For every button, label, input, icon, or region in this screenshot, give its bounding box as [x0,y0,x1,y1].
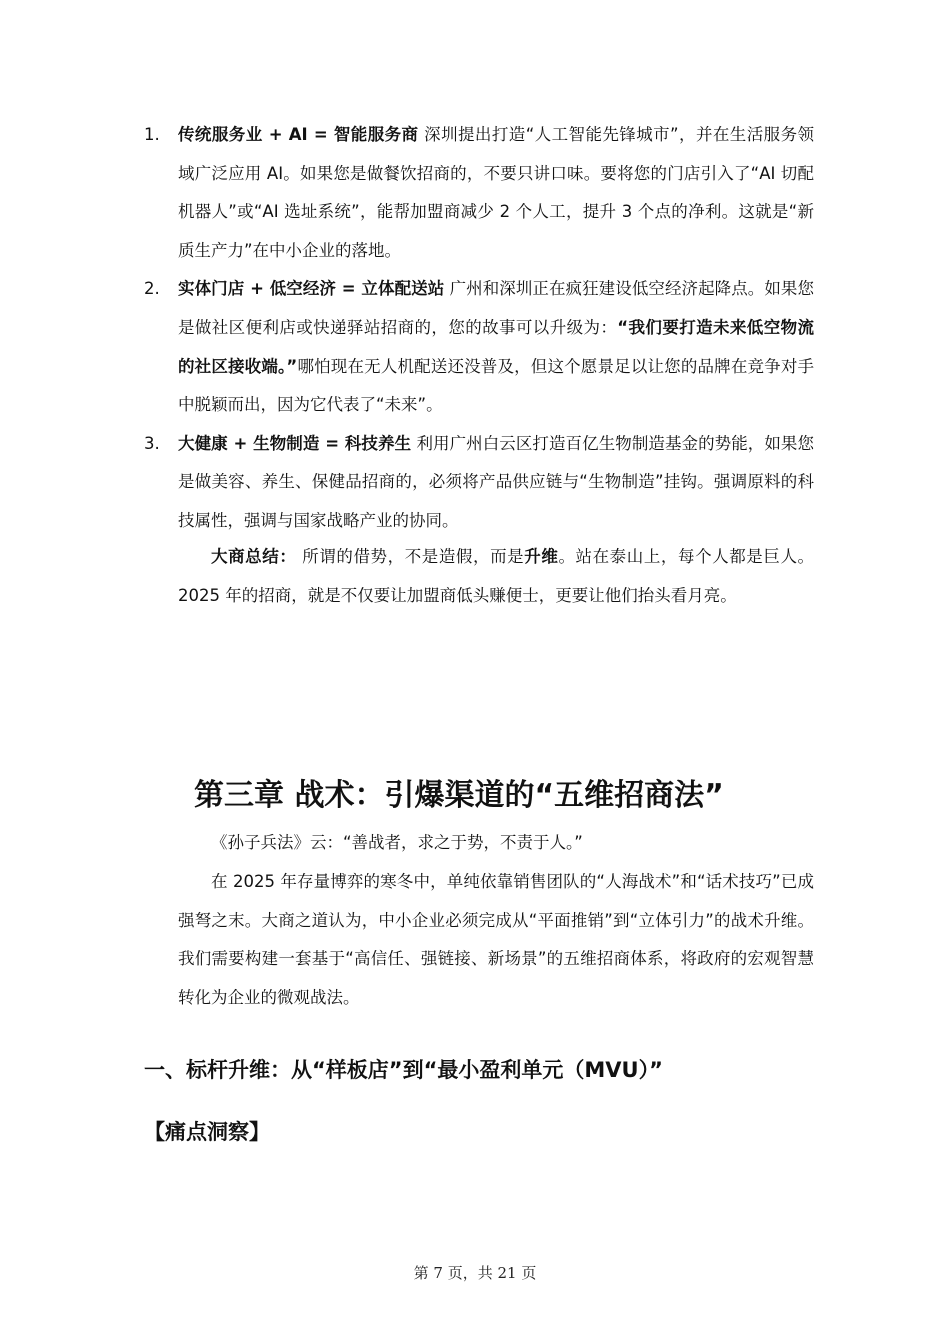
page-footer: 第 7 页，共 21 页 [413,1264,537,1282]
chapter-paragraph: 在 2025 年存量博弈的寒冬中，单纯依靠销售团队的“人海战术”和“话术技巧”已成强弩之末。大商之道认为，中小企业必须完成从“平面推销”到“立体引力”的战术升维。我们需要构建一套基于“高信任、强链接、新场景”的五维招商体系，将政府的宏观智慧转化为企业的微观战法。 [178,872,814,1007]
list-item-text: 深圳提出打造“人工智能先锋城市”，并在生活服务领域广泛应用 AI。如果您是做餐饮招商的，不要只讲口味。要将您的门店引入了“AI 切配机器人”或“AI 选址系统”，能帮加盟商减少 2 个人工，提升 3 个点的净利。这就是“新质生产力”在中小企业的落地。 [178,125,814,260]
chapter-title: 第三章 战术：引爆渠道的“五维招商法” [194,778,724,813]
chapter-quote: 《孙子兵法》云：“善战者，求之于势，不责于人。” [211,833,583,852]
list-item-text: 广州和深圳正在疯狂建设低空经济起降点。如果您是做社区便利店或快递驿站招商的，您的故事可以升级为： [178,279,814,337]
list-number: 3. [144,433,160,453]
list-item-bold-quote: “我们要打造未来低空物流的社区接收端。” [178,317,814,376]
numbered-list [144,116,814,541]
list-item-text-after: 哪怕现在无人机配送还没普及，但这个愿景足以让您的品牌在竞争对手中脱颖而出，因为它代表了“未来”。 [178,356,814,415]
summary-label: 大商总结： [211,547,297,566]
list-number: 1. [144,125,160,144]
section-heading: 一、标杆升维：从“样板店”到“最小盈利单元（MVU）” [144,1058,663,1082]
list-item [144,425,814,541]
summary-bold-word: 升维 [524,547,559,566]
list-item-bold-lead: 实体门店 + 低空经济 = 立体配送站 [178,279,445,299]
list-item [144,270,814,424]
list-number: 2. [144,279,160,299]
list-item-bold-lead: 大健康 + 生物制造 = 科技养生 [178,433,412,453]
summary-text-1: 所谓的借势，不是造假，而是 [296,547,525,566]
list-item-text: 利用广州白云区打造百亿生物制造基金的势能，如果您是做美容、养生、保健品招商的，必须将产品供应链与“生物制造”挂钩。强调原料的科技属性，强调与国家战略产业的协同。 [178,433,814,530]
list-item [144,116,814,270]
summary-paragraph [178,538,814,615]
summary-text-2: 。站在泰山上，每个人都是巨人。2025 年的招商，就是不仅要让加盟商低头赚便士，更要让他们抬头看月亮。 [178,547,815,605]
list-item-bold-lead: 传统服务业 + AI = 智能服务商 [178,125,419,144]
section-subheading: 【痛点洞察】 [144,1120,270,1144]
